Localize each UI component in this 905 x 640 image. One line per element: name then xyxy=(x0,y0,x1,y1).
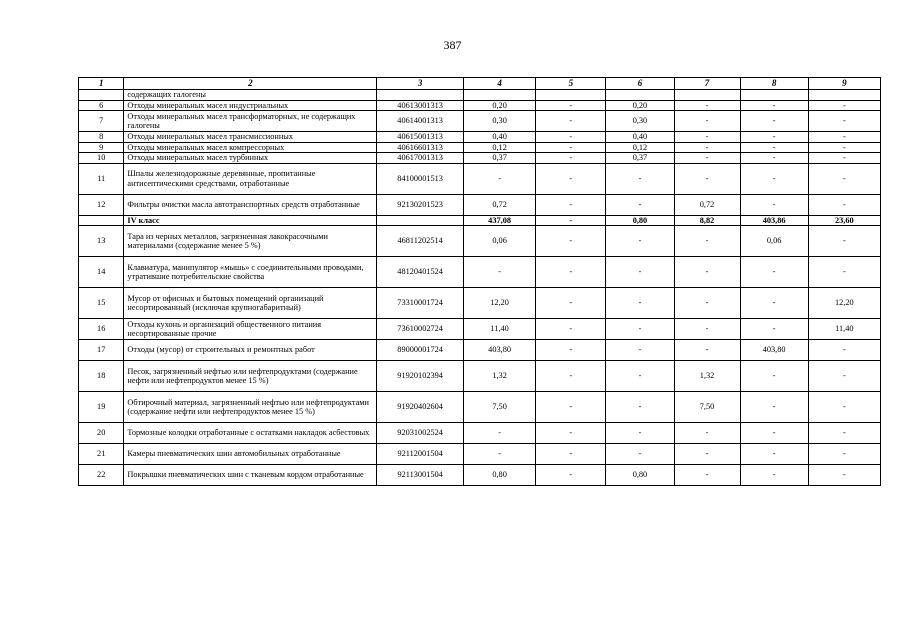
table-cell: 1,32 xyxy=(674,361,740,392)
table-cell: - xyxy=(808,153,880,164)
table-cell: - xyxy=(536,361,606,392)
waste-name-cell: содержащих галогены xyxy=(124,90,377,101)
table-cell: - xyxy=(740,361,808,392)
table-cell: 17 xyxy=(79,340,124,361)
table-row xyxy=(79,361,881,392)
column-header: 6 xyxy=(606,78,674,90)
table-cell: 7,50 xyxy=(674,392,740,423)
table-cell: - xyxy=(808,423,880,444)
table-row xyxy=(79,423,881,444)
table-cell: - xyxy=(808,132,880,143)
table-cell: - xyxy=(536,163,606,194)
table-cell: - xyxy=(536,111,606,132)
table-cell: - xyxy=(808,340,880,361)
column-header: 8 xyxy=(740,78,808,90)
waste-name-cell: Камеры пневматических шин автомобильных отработанные xyxy=(124,444,377,465)
table-cell: - xyxy=(606,319,674,340)
table-cell: 73610002724 xyxy=(377,319,464,340)
table-cell: - xyxy=(674,423,740,444)
table-cell: - xyxy=(463,423,535,444)
table-cell: 8 xyxy=(79,132,124,143)
waste-name-cell: IV класс xyxy=(124,215,377,226)
header-row xyxy=(79,78,881,90)
table-cell: - xyxy=(463,444,535,465)
table-cell: 11 xyxy=(79,163,124,194)
column-header: 3 xyxy=(377,78,464,90)
table-cell: 11,40 xyxy=(463,319,535,340)
table-cell: 11,40 xyxy=(808,319,880,340)
table-cell: 19 xyxy=(79,392,124,423)
table-cell: - xyxy=(808,257,880,288)
table-cell: - xyxy=(808,100,880,111)
table-cell: 40617001313 xyxy=(377,153,464,164)
table-row xyxy=(79,111,881,132)
table-cell: 40613001313 xyxy=(377,100,464,111)
table-cell: - xyxy=(606,392,674,423)
table-cell: - xyxy=(808,361,880,392)
table-cell: 84100001513 xyxy=(377,163,464,194)
waste-table xyxy=(78,77,881,486)
table-cell: 89000001724 xyxy=(377,340,464,361)
waste-name-cell: Тара из черных металлов, загрязненная лакокрасочными материалами (содержание менее 5 %) xyxy=(124,226,377,257)
table-cell xyxy=(79,215,124,226)
table-cell: - xyxy=(536,444,606,465)
table-row xyxy=(79,319,881,340)
table-cell: 403,80 xyxy=(463,340,535,361)
table-cell: 8,82 xyxy=(674,215,740,226)
table-cell: 0,72 xyxy=(463,194,535,215)
table-cell: 73310001724 xyxy=(377,288,464,319)
table-cell: - xyxy=(606,444,674,465)
table-header xyxy=(79,78,881,90)
table-cell: 91920402604 xyxy=(377,392,464,423)
table-cell: - xyxy=(463,257,535,288)
table-cell: 91920102394 xyxy=(377,361,464,392)
table-cell: - xyxy=(740,153,808,164)
table-cell: 23,60 xyxy=(808,215,880,226)
table-cell xyxy=(536,90,606,101)
table-cell: - xyxy=(536,153,606,164)
table-cell: - xyxy=(606,163,674,194)
table-cell: - xyxy=(536,319,606,340)
table-row xyxy=(79,215,881,226)
waste-name-cell: Отходы минеральных масел трансформаторных, не содержащих галогены xyxy=(124,111,377,132)
table-cell: - xyxy=(536,392,606,423)
table-cell: 403,86 xyxy=(740,215,808,226)
table-row xyxy=(79,142,881,153)
table-cell: - xyxy=(536,194,606,215)
table-cell: - xyxy=(740,132,808,143)
table-cell: 40615001313 xyxy=(377,132,464,143)
waste-name-cell: Тормозные колодки отработанные с остатками накладок асбестовых xyxy=(124,423,377,444)
table-row xyxy=(79,163,881,194)
table-row xyxy=(79,340,881,361)
waste-name-cell: Клавиатура, манипулятор «мышь» с соединительными проводами, утратившие потребительские свойства xyxy=(124,257,377,288)
table-cell xyxy=(606,90,674,101)
table-cell: - xyxy=(808,226,880,257)
table-cell: 403,80 xyxy=(740,340,808,361)
table-cell: 0,20 xyxy=(463,100,535,111)
table-cell: 0,06 xyxy=(740,226,808,257)
column-header: 9 xyxy=(808,78,880,90)
table-cell: 7,50 xyxy=(463,392,535,423)
table-cell: 12,20 xyxy=(808,288,880,319)
table-cell: - xyxy=(536,340,606,361)
table-cell: 1,32 xyxy=(463,361,535,392)
table-row xyxy=(79,392,881,423)
table-cell: - xyxy=(740,319,808,340)
table-cell: - xyxy=(740,257,808,288)
table-cell: - xyxy=(740,111,808,132)
table-cell: - xyxy=(606,340,674,361)
table-row xyxy=(79,226,881,257)
table-cell: 12,20 xyxy=(463,288,535,319)
table-cell: - xyxy=(463,163,535,194)
table-cell: - xyxy=(674,226,740,257)
table-cell: - xyxy=(536,226,606,257)
waste-name-cell: Отходы (мусор) от строительных и ремонтных работ xyxy=(124,340,377,361)
table-cell: 15 xyxy=(79,288,124,319)
table-cell: - xyxy=(740,142,808,153)
table-cell: 0,12 xyxy=(606,142,674,153)
table-cell: 10 xyxy=(79,153,124,164)
table-cell: - xyxy=(536,215,606,226)
table-cell: - xyxy=(740,288,808,319)
table-cell: - xyxy=(808,111,880,132)
table-cell: 0,80 xyxy=(463,465,535,486)
table-cell xyxy=(463,90,535,101)
table-cell: - xyxy=(808,465,880,486)
waste-name-cell: Покрышки пневматических шин с тканевым кордом отработанные xyxy=(124,465,377,486)
table-cell: - xyxy=(606,423,674,444)
table-cell: - xyxy=(674,163,740,194)
table-cell: 40616601313 xyxy=(377,142,464,153)
table-cell: - xyxy=(674,340,740,361)
table-row xyxy=(79,132,881,143)
table-cell: - xyxy=(808,392,880,423)
waste-name-cell: Отходы минеральных масел трансмиссионных xyxy=(124,132,377,143)
waste-name-cell: Отходы кухонь и организаций общественного питания несортированные прочие xyxy=(124,319,377,340)
table-cell: - xyxy=(606,361,674,392)
table-row xyxy=(79,90,881,101)
table-cell xyxy=(377,215,464,226)
table-cell: - xyxy=(674,100,740,111)
table-cell: 92112001504 xyxy=(377,444,464,465)
table-cell: - xyxy=(808,142,880,153)
table-row xyxy=(79,194,881,215)
table-cell: - xyxy=(606,226,674,257)
table-cell: - xyxy=(674,111,740,132)
table-cell: - xyxy=(536,423,606,444)
table-cell: - xyxy=(674,465,740,486)
table-cell: 0,37 xyxy=(606,153,674,164)
table-cell: 22 xyxy=(79,465,124,486)
table-cell: - xyxy=(536,465,606,486)
waste-name-cell: Песок, загрязненный нефтью или нефтепродуктами (содержание нефти или нефтепродуктов менее 15 %) xyxy=(124,361,377,392)
table-cell: 92130201523 xyxy=(377,194,464,215)
table-cell: 0,12 xyxy=(463,142,535,153)
table-cell xyxy=(674,90,740,101)
table-cell: - xyxy=(674,444,740,465)
table-cell: 0,37 xyxy=(463,153,535,164)
column-header: 4 xyxy=(463,78,535,90)
table-cell: 0,30 xyxy=(463,111,535,132)
table-cell: - xyxy=(740,163,808,194)
table-cell: 0,30 xyxy=(606,111,674,132)
table-cell: 20 xyxy=(79,423,124,444)
waste-name-cell: Отходы минеральных масел индустриальных xyxy=(124,100,377,111)
table-cell: 0,40 xyxy=(606,132,674,143)
table-cell: 92031002524 xyxy=(377,423,464,444)
table-body xyxy=(79,90,881,486)
table-cell: 18 xyxy=(79,361,124,392)
table-cell: - xyxy=(740,194,808,215)
table-cell: - xyxy=(674,142,740,153)
table-cell: - xyxy=(536,257,606,288)
waste-name-cell: Мусор от офисных и бытовых помещений организаций несортированный (исключая крупногабаритный) xyxy=(124,288,377,319)
table-cell: - xyxy=(606,257,674,288)
table-cell: - xyxy=(674,153,740,164)
table-cell: - xyxy=(740,423,808,444)
table-cell: - xyxy=(674,288,740,319)
table-cell: 13 xyxy=(79,226,124,257)
table-cell xyxy=(79,90,124,101)
table-cell: - xyxy=(536,100,606,111)
table-cell: - xyxy=(740,444,808,465)
table-cell: - xyxy=(536,142,606,153)
table-cell: 0,72 xyxy=(674,194,740,215)
waste-name-cell: Отходы минеральных масел компрессорных xyxy=(124,142,377,153)
table-cell: - xyxy=(674,132,740,143)
table-cell: - xyxy=(536,288,606,319)
table-cell: 92113001504 xyxy=(377,465,464,486)
table-cell: 6 xyxy=(79,100,124,111)
table-cell: 12 xyxy=(79,194,124,215)
table-cell: 40614001313 xyxy=(377,111,464,132)
table-cell: - xyxy=(740,465,808,486)
column-header: 5 xyxy=(536,78,606,90)
table-cell: 21 xyxy=(79,444,124,465)
table-row xyxy=(79,153,881,164)
table-cell: - xyxy=(536,132,606,143)
table-row xyxy=(79,257,881,288)
table-cell: 0,40 xyxy=(463,132,535,143)
table-cell: - xyxy=(808,194,880,215)
column-header: 7 xyxy=(674,78,740,90)
table-cell xyxy=(377,90,464,101)
table-cell: - xyxy=(674,257,740,288)
table-cell: 0,80 xyxy=(606,465,674,486)
table-row xyxy=(79,288,881,319)
table-row xyxy=(79,465,881,486)
table-cell: - xyxy=(740,392,808,423)
table-row xyxy=(79,444,881,465)
table-cell xyxy=(808,90,880,101)
waste-name-cell: Отходы минеральных масел турбинных xyxy=(124,153,377,164)
table-cell: 46811202514 xyxy=(377,226,464,257)
table-cell: 0,20 xyxy=(606,100,674,111)
table-cell: - xyxy=(740,100,808,111)
table-cell: 9 xyxy=(79,142,124,153)
table-row xyxy=(79,100,881,111)
table-cell: 16 xyxy=(79,319,124,340)
waste-name-cell: Шпалы железнодорожные деревянные, пропитанные антисептическими средствами, отработанные xyxy=(124,163,377,194)
table-cell: - xyxy=(606,288,674,319)
waste-name-cell: Фильтры очистки масла автотранспортных средств отработанные xyxy=(124,194,377,215)
table-cell: - xyxy=(808,163,880,194)
waste-name-cell: Обтирочный материал, загрязненный нефтью или нефтепродуктами (содержание нефти или нефтепродуктов менее 15 %) xyxy=(124,392,377,423)
table-cell: 7 xyxy=(79,111,124,132)
column-header: 2 xyxy=(124,78,377,90)
page-number: 387 xyxy=(443,38,462,52)
column-header: 1 xyxy=(79,78,124,90)
table-cell: 437,08 xyxy=(463,215,535,226)
table-cell xyxy=(740,90,808,101)
table-cell: - xyxy=(674,319,740,340)
table-cell: - xyxy=(808,444,880,465)
table-cell: 0,80 xyxy=(606,215,674,226)
table-cell: 48120401524 xyxy=(377,257,464,288)
table-cell: - xyxy=(606,194,674,215)
table-cell: 14 xyxy=(79,257,124,288)
table-cell: 0,06 xyxy=(463,226,535,257)
